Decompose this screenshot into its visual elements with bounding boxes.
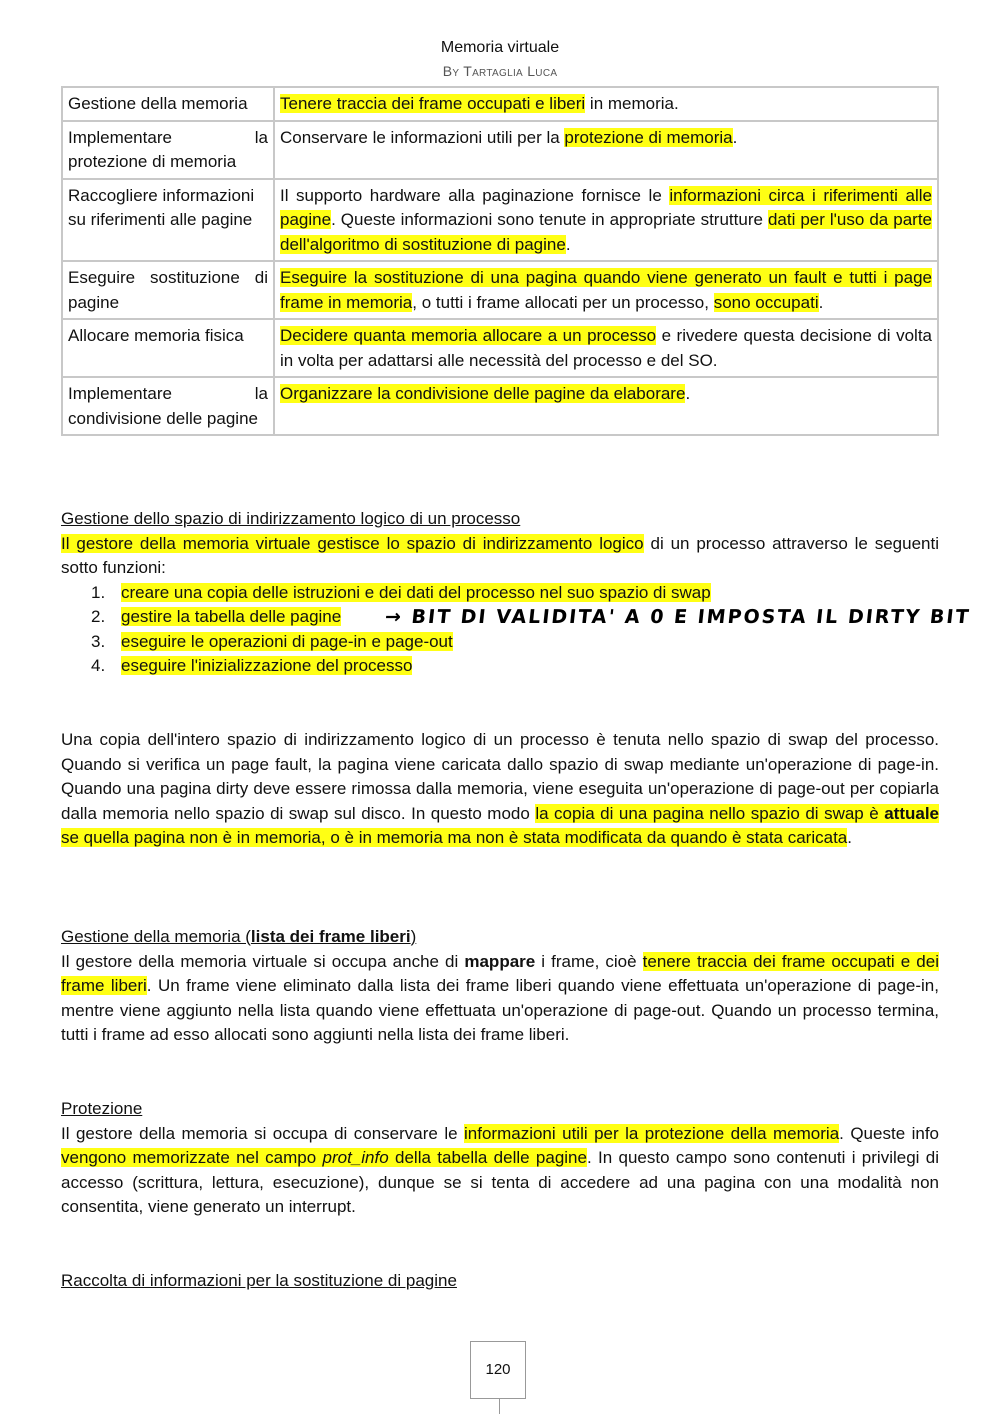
table-cell-description: Decidere quanta memoria allocare a un processo e rivedere questa decisione di volta in volta per adattarsi alle necessità del processo e del SO. [274, 319, 938, 377]
section-protection [61, 1097, 939, 1220]
section-heading: Raccolta di informazioni per la sostituzione di pagine [61, 1271, 457, 1290]
highlight: tenere traccia dei frame occupati e dei frame liberi [61, 951, 939, 995]
highlight: vengono memorizzate nel campo prot_info della tabella delle pagine [61, 1148, 587, 1167]
table-cell-description: Conservare le informazioni utili per la protezione di memoria. [274, 121, 938, 179]
page-number-connector [499, 1399, 500, 1414]
page-number: 120 [470, 1341, 526, 1399]
functions-table [61, 86, 939, 436]
highlight: Il gestore della memoria virtuale gestisce lo spazio di indirizzamento logico [61, 533, 644, 553]
table-row [62, 87, 938, 121]
table-row [62, 377, 938, 435]
highlight: protezione di memoria [564, 127, 733, 147]
section-swap-copy [61, 728, 939, 851]
highlight: eseguire le operazioni di page-in e page-out [121, 631, 453, 651]
table-cell-function: Implementare la protezione di memoria [62, 121, 274, 179]
table-row [62, 319, 938, 377]
paragraph: Una copia dell'intero spazio di indirizzamento logico di un processo è tenuta nello spazio di swap del processo. Quando si verifica un page fault, la pagina viene caricata dallo spazio di swap mediante un'operazione di page-in. Quando una pagina dirty deve essere rimossa dalla memoria, viene eseguita un'operazione di page-out per copiarla dalla memoria nello spazio di swap sul disco. In questo modo la copia di una pagina nello spazio di swap è attuale se quella pagina non è in memoria, o è in memoria ma non è stata modificata da quando è stata caricata. [61, 730, 939, 847]
highlight: Tenere traccia dei frame occupati e liberi [280, 94, 586, 113]
table-row [62, 261, 938, 319]
table-cell-function: Gestione della memoria [62, 87, 274, 121]
highlight: informazioni circa i riferimenti alle pagine [280, 185, 932, 229]
subfunctions-list [61, 581, 939, 679]
table-cell-description: Il supporto hardware alla paginazione fornisce le informazioni circa i riferimenti alle pagine. Queste informazioni sono tenute in appropriate strutture dati per l'uso da parte dell'algoritmo di sostituzione di pagine. [274, 179, 938, 262]
table-cell-function: Implementare la condivisione delle pagine [62, 377, 274, 435]
highlight: Decidere quanta memoria allocare a un processo [280, 326, 657, 345]
table-cell-description: Eseguire la sostituzione di una pagina quando viene generato un fault e tutti i page frame in memoria, o tutti i frame allocati per un processo, sono occupati. [274, 261, 938, 319]
section-page-replacement-info [61, 1269, 939, 1294]
highlight: gestire la tabella delle pagine [121, 607, 342, 626]
section-logical-address-space [61, 507, 939, 679]
handwritten-note: → BIT DI VALIDITA' A 0 E IMPOSTA IL DIRTY BIT [383, 606, 972, 628]
paragraph: Il gestore della memoria si occupa di conservare le informazioni utili per la protezione della memoria. Queste info vengono memorizzate nel campo prot_info della tabella delle pagine. In questo campo sono contenuti i privilegi di accesso (scrittura, lettura, esecuzione), dunque se si tenta di accedere ad una pagina con una modalità non consentita, viene generato un interrupt. [61, 1123, 940, 1216]
highlight: sono occupati [713, 292, 819, 312]
section-heading: Protezione [61, 1099, 143, 1118]
highlight: eseguire l'inizializzazione del processo [121, 656, 413, 675]
highlight: informazioni utili per la protezione della memoria [464, 1123, 840, 1143]
list-item: 2. gestire la tabella delle pagine [91, 607, 342, 626]
highlight: Eseguire la sostituzione di una pagina quando viene generato un fault e tutti i page frame in memoria [280, 268, 932, 312]
highlight: creare una copia delle istruzioni e dei dati del processo nel suo spazio di swap [121, 582, 711, 602]
list-item: 4. eseguire l'inizializzazione del processo [91, 656, 413, 675]
document-author: By Tartaglia Luca [442, 63, 558, 79]
list-item: 1. creare una copia delle istruzioni e dei dati del processo nel suo spazio di swap [91, 582, 711, 602]
highlight: dati per l'uso da parte dell'algoritmo di sostituzione di pagine [280, 210, 932, 254]
section-heading: Gestione dello spazio di indirizzamento logico di un processo [61, 509, 521, 528]
highlight: Organizzare la condivisione delle pagine da elaborare [280, 384, 686, 403]
list-item: 3. eseguire le operazioni di page-in e page-out [91, 631, 453, 651]
table-cell-description: Tenere traccia dei frame occupati e liberi in memoria. [274, 87, 938, 121]
paragraph: Il gestore della memoria virtuale si occupa anche di mappare i frame, cioè tenere traccia dei frame occupati e dei frame liberi. Un frame viene eliminato dalla lista dei frame liberi quando viene effettuata un'operazione di page-in, mentre viene aggiunto nella lista quando viene effettuata un'operazione di page-out. Quando un processo termina, tutti i frame ad esso allocati sono aggiunti nella lista dei frame liberi. [61, 951, 939, 1044]
table-row [62, 179, 938, 262]
table-row [62, 121, 938, 179]
table-cell-function: Raccogliere informazioni su riferimenti alle pagine [62, 179, 274, 262]
paragraph: Il gestore della memoria virtuale gestisce lo spazio di indirizzamento logico di un processo attraverso le seguenti sotto funzioni: [61, 533, 939, 577]
section-heading: Gestione della memoria (lista dei frame liberi) [61, 927, 417, 946]
section-free-frame-list [61, 925, 939, 1048]
highlight: la copia di una pagina nello spazio di swap è attuale se quella pagina non è in memoria, o è in memoria ma non è stata modificata da quando è stata caricata [61, 803, 939, 847]
table-cell-function: Allocare memoria fisica [62, 319, 274, 377]
table-cell-description: Organizzare la condivisione delle pagine da elaborare. [274, 377, 938, 435]
document-title: Memoria virtuale [440, 39, 560, 56]
table-cell-function: Eseguire sostituzione di pagine [62, 261, 274, 319]
